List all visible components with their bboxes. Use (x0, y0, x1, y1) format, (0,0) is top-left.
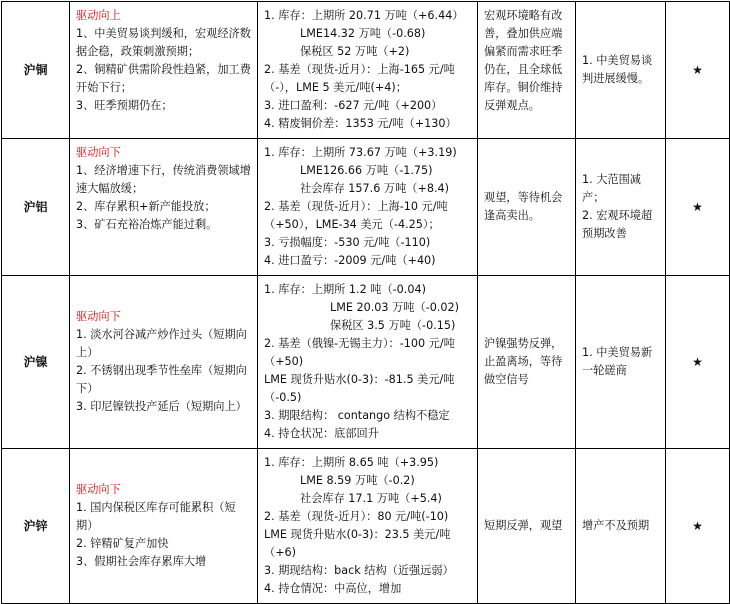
drivers-cell (70, 449, 258, 604)
view-text: 短期反弹，观望 (484, 519, 563, 532)
fundamental-item: 3. 进口盈利：-627 元/吨（+200） (264, 99, 443, 112)
view-cell (478, 2, 576, 139)
table-row (2, 2, 730, 139)
driver-item: 2. 锌精矿复产加快 (76, 537, 169, 550)
rating-star: ★ (666, 139, 730, 276)
risk-text: 1. 中美贸易新一轮磋商 (582, 346, 653, 377)
fundamental-item: 1. 库存：上期所 8.65 吨（+3.95) (264, 456, 439, 469)
fundamental-item: 4. 持仓状况：底部回升 (264, 427, 379, 440)
fundamental-item: 3. 亏损幅度：-530 元/吨（-110) (264, 236, 431, 249)
commodity-name: 沪锌 (2, 449, 70, 604)
fundamental-item: 保税区 3.5 万吨（-0.15) (330, 319, 456, 332)
commodity-name: 沪镍 (2, 276, 70, 449)
driver-item: 1. 国内保税区库存可能累积（短期） (76, 501, 236, 532)
fundamental-item: LME 20.03 万吨（-0.02) (330, 301, 459, 314)
commodity-name: 沪铝 (2, 139, 70, 276)
fundamental-item: 社会库存 17.1 万吨（+5.4) (300, 492, 442, 505)
view-text: 宏观环境略有改善，叠加供应端偏紧而需求旺季仍在，且全球低库存。铜价维持反弹观点。 (484, 9, 563, 112)
fundamental-item: 保税区 52 万吨（+2) (300, 45, 410, 58)
driver-direction: 驱动向下 (76, 146, 121, 159)
drivers-cell (70, 139, 258, 276)
fundamental-item: 2. 基差（现货-近月）：80 元/吨(-10) (264, 510, 449, 523)
fundamental-item: 2. 基差（现货-近月）：上海-10 元/吨（+50），LME-34 美元（-4.25）； (264, 200, 448, 231)
driver-item: 3、旺季预期仍在； (76, 99, 173, 112)
fundamental-item: 1. 库存：上期所 73.67 万吨（+3.19) (264, 146, 457, 159)
driver-item: 2、铜精矿供需阶段性趋紧，加工费开始下行； (76, 63, 251, 94)
fundamentals-cell (258, 449, 478, 604)
fundamental-item: 2. 基差（现货-近月）：上海-165 元/吨（-），LME 5 美元/吨(+4)； (264, 63, 455, 94)
driver-direction: 驱动向下 (76, 483, 121, 496)
drivers-cell (70, 276, 258, 449)
risk-text: 1. 大范围减产； 2. 宏观环境超预期改善 (582, 173, 653, 240)
fundamental-item: 3. 期现结构：back 结构（近强远弱） (264, 564, 454, 577)
fundamental-item: LME 8.59 万吨（-0.2) (300, 474, 415, 487)
rating-star: ★ (666, 2, 730, 139)
view-text: 观望，等待机会逢高卖出。 (484, 191, 563, 222)
fundamental-item: 4. 精废铜价差：1353 元/吨（+130） (264, 117, 457, 130)
rating-star: ★ (666, 276, 730, 449)
table-row (2, 139, 730, 276)
driver-item: 3、矿石充裕冶炼产能过剩。 (76, 218, 218, 231)
fundamental-item: 4. 进口盈亏：-2009 元/吨（+40) (264, 254, 436, 267)
fundamentals-cell (258, 2, 478, 139)
risk-cell (576, 2, 666, 139)
fundamental-item: 1. 库存：上期所 1.2 吨（-0.04) (264, 283, 426, 296)
risk-text: 增产不及预期 (582, 519, 650, 532)
drivers-cell (70, 2, 258, 139)
driver-item: 1、中美贸易谈判缓和，宏观经济数据企稳，政策刺激预期； (76, 27, 251, 58)
view-cell (478, 449, 576, 604)
fundamental-item: LME 现货升贴水(0-3)：-81.5 美元/吨（-0.5) (264, 373, 455, 404)
view-cell (478, 139, 576, 276)
driver-item: 2、库存累积+新产能投放； (76, 200, 216, 213)
driver-item: 3. 印尼镍铁投产延后（短期向上） (76, 400, 247, 413)
driver-direction: 驱动向上 (76, 9, 121, 22)
fundamental-item: LME14.32 万吨（-0.68) (300, 27, 426, 40)
commodity-name: 沪铜 (2, 2, 70, 139)
view-cell (478, 276, 576, 449)
fundamental-item: 3. 期限结构： contango 结构不稳定 (264, 409, 450, 422)
driver-item: 3、假期社会库存累库大增 (76, 555, 207, 568)
driver-item: 1. 淡水河谷减产炒作过头（短期向上） (76, 328, 247, 359)
fundamental-item: LME 现货升贴水(0-3)：23.5 美元/吨（+6) (264, 528, 451, 559)
fundamental-item: 1. 库存：上期所 20.71 万吨（+6.44） (264, 9, 464, 22)
driver-item: 2. 不锈钢出现季节性垒库（短期向下） (76, 364, 247, 395)
fundamentals-cell (258, 139, 478, 276)
risk-text: 1. 中美贸易谈判进展缓慢。 (582, 54, 653, 85)
table-row (2, 276, 730, 449)
driver-item: 1、经济增速下行，传统消费领域增速大幅放缓； (76, 164, 251, 195)
fundamental-item: 4. 持仓情况：中高位，增加 (264, 582, 402, 595)
risk-cell (576, 449, 666, 604)
risk-cell (576, 139, 666, 276)
commodity-analysis-table (1, 1, 730, 604)
fundamentals-cell (258, 276, 478, 449)
fundamental-item: LME126.66 万吨（-1.75) (300, 164, 433, 177)
table-row (2, 449, 730, 604)
rating-star: ★ (666, 449, 730, 604)
driver-direction: 驱动向下 (76, 310, 121, 323)
fundamental-item: 社会库存 157.6 万吨（+8.4) (300, 182, 449, 195)
view-text: 沪镍强势反弹，止盈离场，等待做空信号 (484, 337, 563, 386)
risk-cell (576, 276, 666, 449)
fundamental-item: 2. 基差（俄镍-无锡主力）：-100 元/吨（+50) (264, 337, 455, 368)
